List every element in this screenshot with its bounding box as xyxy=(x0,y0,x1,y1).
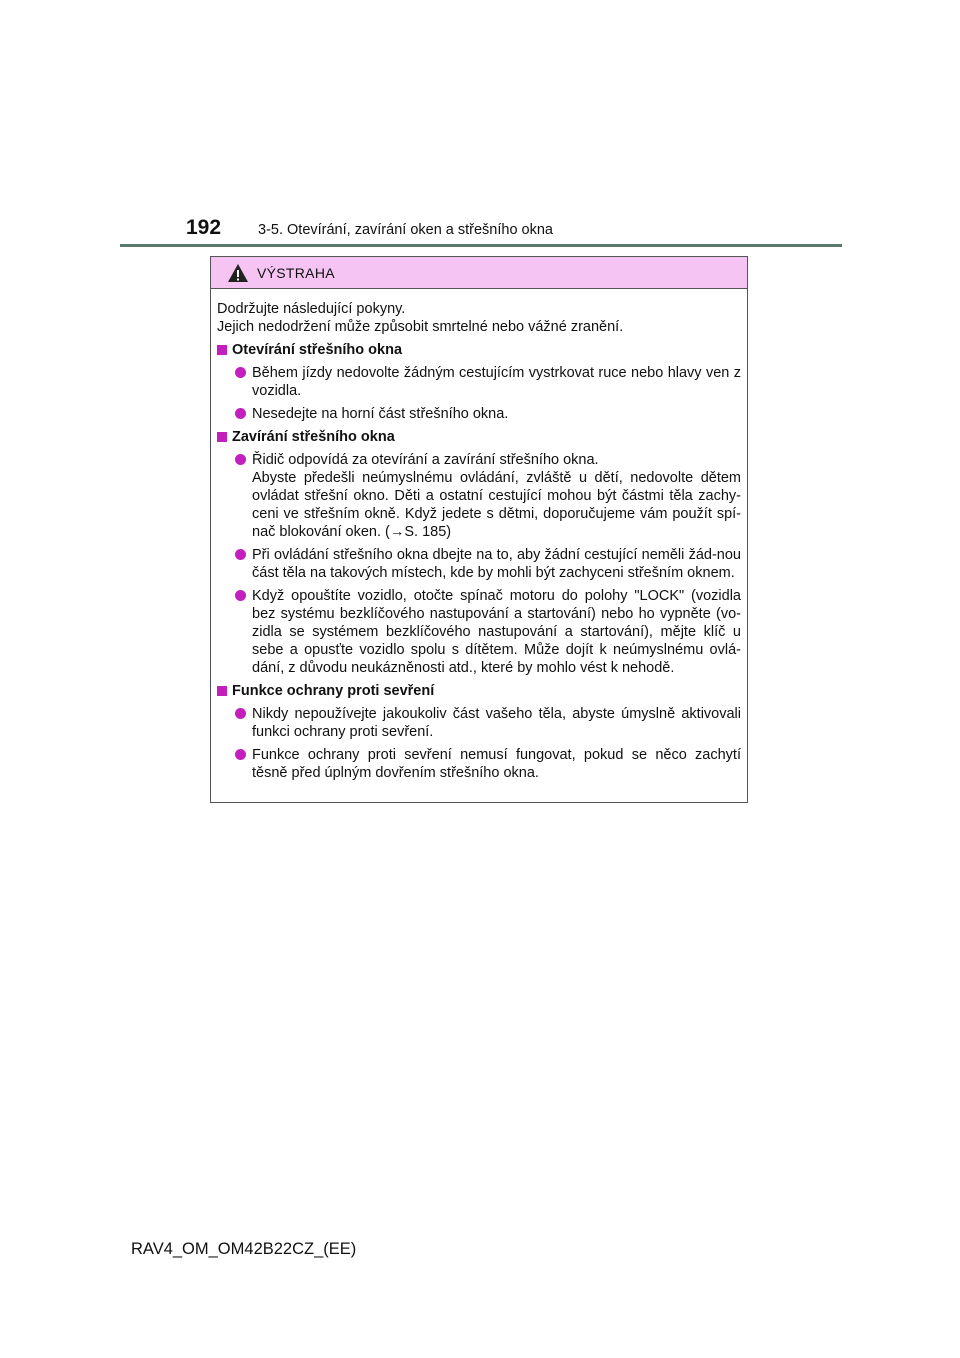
round-bullet-icon xyxy=(235,749,246,760)
bullet-item xyxy=(217,587,741,677)
bullet-item xyxy=(217,451,741,541)
page-number: 192 xyxy=(186,216,222,239)
section-heading xyxy=(217,341,741,359)
warning-title: VÝSTRAHA xyxy=(257,265,335,281)
round-bullet-icon xyxy=(235,367,246,378)
bullet-paragraph: Když opouštíte vozidlo, otočte spínač motoru do polohy "LOCK" (vozidla bez systému bezklíčového nastupování a startování) nebo ho vypněte (vo-zidla se systémem bezklíčového nastupování a startování), mějte klíč u sebe a opusťte vozidlo spolu s dítětem. Může dojít k neúmyslnému ovlá-dání, z důvodu neukázněnosti atd., které by mohlo vést k nehodě. xyxy=(252,588,741,676)
document-code: RAV4_OM_OM42B22CZ_(EE) xyxy=(131,1240,357,1258)
bullet-paragraph: Nesedejte na horní část střešního okna. xyxy=(252,406,509,422)
round-bullet-icon xyxy=(235,549,246,560)
bullet-paragraph: Při ovládání střešního okna dbejte na to, aby žádní cestující neměli žád-nou část těla na takových místech, kde by mohli být zachyceni střešním oknem. xyxy=(252,547,741,581)
section-heading-text: Otevírání střešního okna xyxy=(232,342,403,358)
section-heading xyxy=(217,428,741,446)
bullet-item xyxy=(217,405,741,423)
bullet-item xyxy=(217,705,741,741)
bullet-paragraph: Funkce ochrany proti sevření nemusí fungovat, pokud se něco zachytí těsně před úplným dovřením střešního okna. xyxy=(252,747,741,781)
intro-line: Jejich nedodržení může způsobit smrtelné nebo vážné zranění. xyxy=(217,319,624,335)
warning-header xyxy=(211,257,747,289)
bullet-text xyxy=(252,587,741,677)
bullet-paragraph: Abyste předešli neúmyslnému ovládání, zvláště u dětí, nedovolte dětem ovládat střešní okno. Děti a ostatní cestující mohou být částmi těla zachy-ceni ve střešním okně. Když jedete s dětmi, doporučujeme vám použít spí-nač blokování oken. (→S. 185) xyxy=(252,470,741,540)
header-rule xyxy=(120,244,842,247)
bullet-paragraph: Během jízdy nedovolte žádným cestujícím vystrkovat ruce nebo hlavy ven z vozidla. xyxy=(252,365,741,399)
bullet-item xyxy=(217,546,741,582)
square-bullet-icon xyxy=(217,345,227,355)
warning-intro xyxy=(217,300,741,336)
square-bullet-icon xyxy=(217,686,227,696)
bullet-text xyxy=(252,746,741,782)
section-title: 3-5. Otevírání, zavírání oken a střešního okna xyxy=(258,222,553,238)
round-bullet-icon xyxy=(235,408,246,419)
warning-body xyxy=(211,289,747,782)
bullet-paragraph: Nikdy nepoužívejte jakoukoliv část vašeho těla, abyste úmyslně aktivovali funkci ochrany proti sevření. xyxy=(252,706,741,740)
round-bullet-icon xyxy=(235,590,246,601)
warning-sections xyxy=(217,341,741,782)
round-bullet-icon xyxy=(235,708,246,719)
square-bullet-icon xyxy=(217,432,227,442)
bullet-text xyxy=(252,546,741,582)
round-bullet-icon xyxy=(235,454,246,465)
bullet-text xyxy=(252,405,741,423)
warning-triangle-icon xyxy=(227,263,249,283)
bullet-item xyxy=(217,746,741,782)
bullet-text xyxy=(252,705,741,741)
section-heading xyxy=(217,682,741,700)
bullet-text xyxy=(252,364,741,400)
warning-box xyxy=(210,256,748,803)
intro-line: Dodržujte následující pokyny. xyxy=(217,301,406,317)
bullet-item xyxy=(217,364,741,400)
bullet-paragraph: Řidič odpovídá za otevírání a zavírání střešního okna. xyxy=(252,452,599,468)
section-heading-text: Funkce ochrany proti sevření xyxy=(232,683,435,699)
bullet-text xyxy=(252,451,741,541)
section-heading-text: Zavírání střešního okna xyxy=(232,429,395,445)
